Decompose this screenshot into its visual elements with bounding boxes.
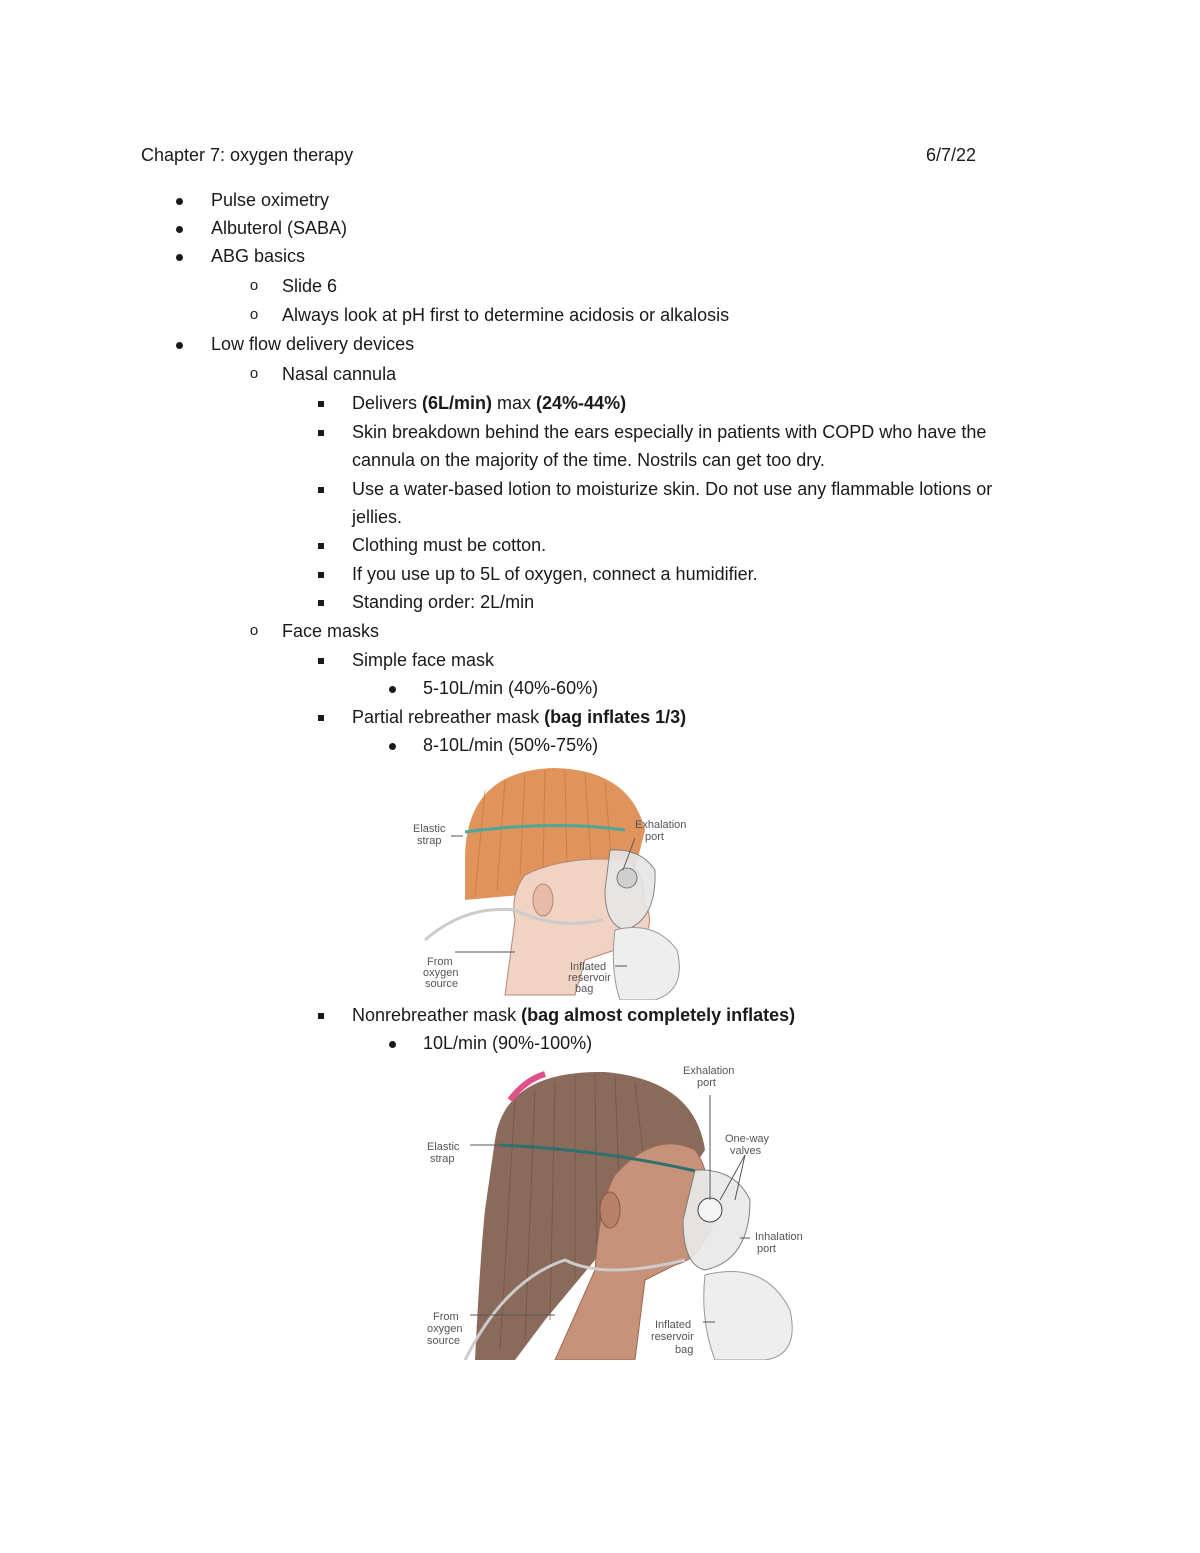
square-bullet-icon (310, 1002, 332, 1028)
square-bullet-icon (310, 561, 332, 587)
list-item-delivers: Delivers (6L/min) max (24%-44%) (352, 393, 627, 413)
label-inflated: Inflated (655, 1319, 692, 1331)
label-inhalation: Inhalation (755, 1231, 803, 1243)
bullet-icon (168, 243, 190, 269)
square-bullet-icon (310, 704, 332, 730)
chapter-title: Chapter 7: oxygen therapy (141, 145, 354, 165)
bullet-icon (381, 1030, 403, 1056)
list-item-simple-mask: Simple face mask (352, 650, 495, 670)
label-from: From (427, 956, 453, 968)
bullet-icon (381, 675, 403, 701)
list-item-nasal-cannula: Nasal cannula (282, 364, 397, 384)
label-strap: strap (417, 835, 442, 847)
circle-bullet-icon: o (249, 622, 259, 639)
label-valves: valves (730, 1145, 762, 1157)
circle-bullet-icon: o (249, 306, 259, 323)
list-item-lotion: Use a water-based lotion to moisturize skin. Do not use any flammable lotions or (352, 479, 993, 499)
list-item-simple-rate: 5-10L/min (40%-60%) (423, 678, 599, 698)
list-item-skin-breakdown: Skin breakdown behind the ears especially in patients with COPD who have the (352, 422, 987, 442)
label-strap: strap (430, 1153, 455, 1165)
list-item-face-masks: Face masks (282, 621, 380, 641)
label-from: From (433, 1311, 459, 1323)
list-item-nonrebreather: Nonrebreather mask (bag almost completely inflates) (352, 1005, 796, 1025)
nonrebreather-illustration (405, 1060, 815, 1360)
list-item-ph: Always look at pH first to determine acidosis or alkalosis (282, 305, 730, 325)
label-bag: bag (675, 1344, 694, 1356)
partial-rebreather-illustration (405, 760, 695, 1000)
list-item-pulse-oximetry: Pulse oximetry (211, 190, 330, 210)
label-one-way: One-way (725, 1133, 770, 1145)
list-item-skin-breakdown-cont: cannula on the majority of the time. Nostrils can get too dry. (352, 450, 825, 470)
label-exhalation: Exhalation (635, 819, 687, 831)
label-elastic: Elastic (413, 823, 446, 835)
square-bullet-icon (310, 476, 332, 502)
label-source: source (425, 978, 459, 990)
label-reservoir: reservoir (568, 972, 611, 984)
bullet-icon (168, 331, 190, 357)
list-item-standing-order: Standing order: 2L/min (352, 592, 535, 612)
label-elastic: Elastic (427, 1141, 460, 1153)
label-source: source (427, 1335, 461, 1347)
note-date: 6/7/22 (925, 145, 976, 165)
label-exhalation: Exhalation (683, 1065, 735, 1077)
list-item-lotion-cont: jellies. (352, 507, 403, 527)
list-item-low-flow: Low flow delivery devices (211, 334, 415, 354)
label-bag: bag (575, 983, 594, 995)
circle-bullet-icon: o (249, 365, 259, 382)
label-inhalation-port: port (757, 1243, 776, 1255)
label-oxygen: oxygen (423, 967, 459, 979)
list-item-slide: Slide 6 (282, 276, 338, 296)
label-port: port (645, 831, 664, 843)
label-port: port (697, 1077, 716, 1089)
bullet-icon (168, 215, 190, 241)
square-bullet-icon (310, 390, 332, 416)
list-item-partial-rate: 8-10L/min (50%-75%) (423, 735, 599, 755)
label-inflated: Inflated (570, 961, 607, 973)
list-item-humidifier: If you use up to 5L of oxygen, connect a humidifier. (352, 564, 758, 584)
square-bullet-icon (310, 589, 332, 615)
label-reservoir: reservoir (651, 1331, 694, 1343)
document-header (141, 145, 976, 171)
list-item-partial-rebreather: Partial rebreather mask (bag inflates 1/3) (352, 707, 687, 727)
circle-bullet-icon: o (249, 277, 259, 294)
square-bullet-icon (310, 647, 332, 673)
bullet-icon (168, 187, 190, 213)
list-item-albuterol: Albuterol (SABA) (211, 218, 348, 238)
list-item-nonrebreather-rate: 10L/min (90%-100%) (423, 1033, 593, 1053)
square-bullet-icon (310, 419, 332, 445)
label-oxygen: oxygen (427, 1323, 463, 1335)
bullet-icon (381, 732, 403, 758)
square-bullet-icon (310, 532, 332, 558)
list-item-clothing: Clothing must be cotton. (352, 535, 547, 555)
list-item-abg-basics: ABG basics (211, 246, 306, 266)
